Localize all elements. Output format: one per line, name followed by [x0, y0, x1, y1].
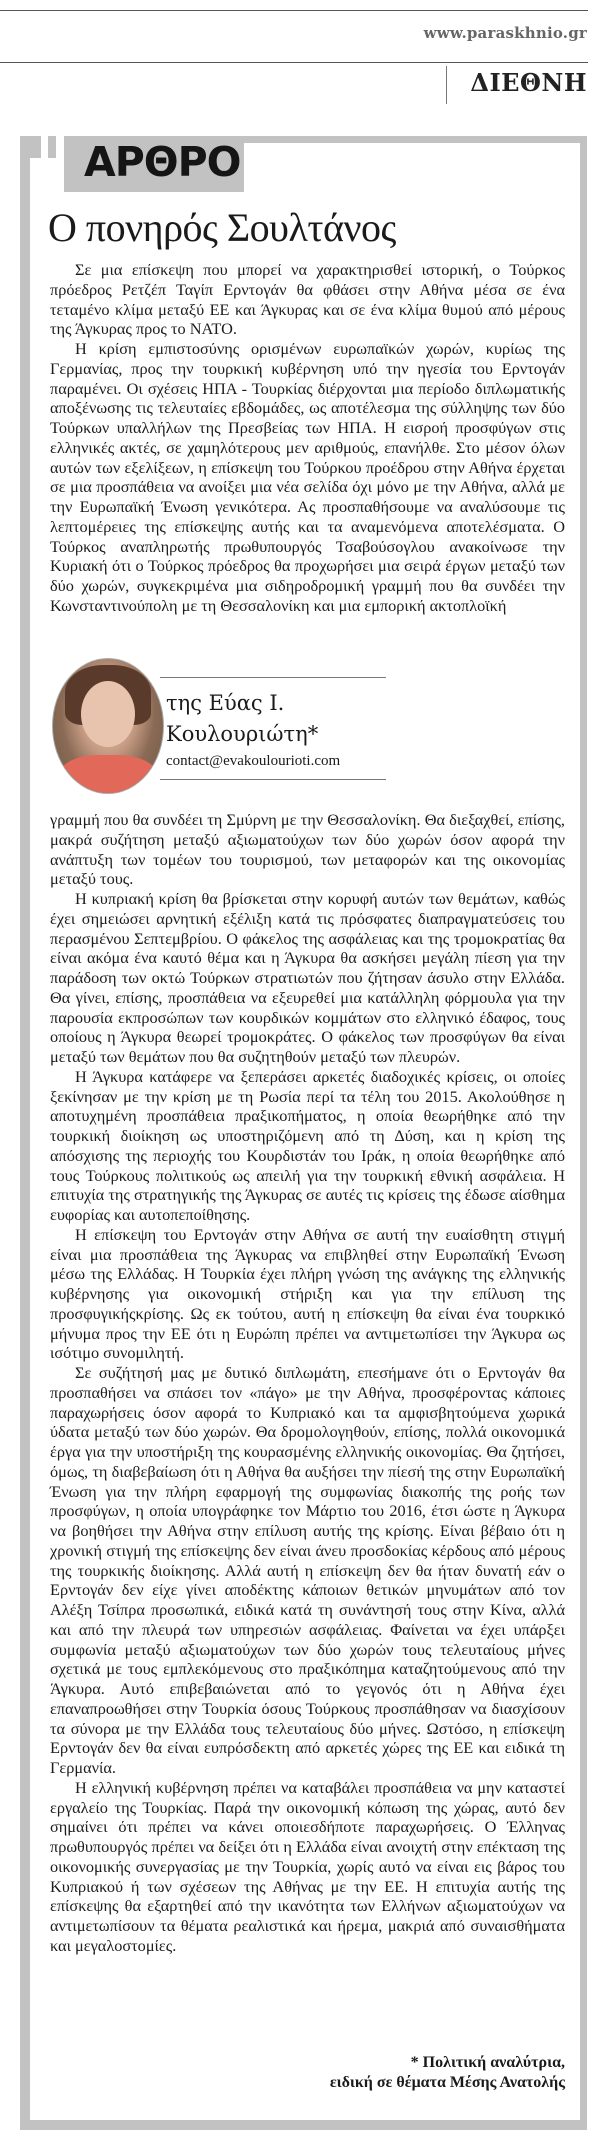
author-note-line1: * Πολιτική αναλύτρια,	[410, 2054, 565, 2071]
byline-bottom-rule	[160, 779, 386, 780]
header-rule	[0, 62, 588, 63]
avatar-shirt	[59, 755, 157, 794]
author-name-line2: Κουλουριώτη*	[166, 722, 319, 746]
decorative-stripe	[41, 136, 48, 192]
byline-top-rule	[160, 677, 386, 678]
section-divider	[446, 66, 447, 104]
avatar-face	[81, 681, 135, 747]
author-name-line1: της Εύας Ι.	[166, 691, 285, 715]
article-body-part-2	[50, 810, 565, 1956]
paragraph: Η Άγκυρα κατάφερε να ξεπεράσει αρκετές διαδοχικές κρίσεις, οι οποίες ξεκίνησαν με την κρίση με τη Ρωσία περί τα τέλη του 2015. Ακολούθησε η αποτυχημένη προσπάθεια πραξικοπήματος, η οποία θεωρήθηκε από την τουρκική διοίκηση ως υποστηριζόμενη από τη Δύση, και η κρίση της απόσχισης της περιοχής του Κουρδιστάν του Ιράκ, η οποία θεωρήθηκε από τους Τούρκους πολιτικούς ως απειλή για την τουρκική εθνική ασφάλεια. Η επιτυχία της στρατηγικής της Άγκυρας σε αυτές τις κρίσεις της έδωσε αίσθημα ευφορίας και αυτοπεποίθησης.	[50, 1066, 565, 1224]
paragraph: Η κυπριακή κρίση θα βρίσκεται στην κορυφή αυτών των θεμάτων, καθώς έχει σημειώσει αρνητική εξέλιξη κατά τις πρόσφατες διαπραγματεύσεις του περασμένου Σεπτεμβρίου. Ο φάκελος της ασφάλειας και της τρομοκρατίας θα είναι ακόμα ένα καυτό θέμα και η Άγκυρα θα ασκήσει μεγάλη πίεση για την παράδοση των οκτώ Τούρκων στρατιωτών που ζήτησαν άσυλο στην Ελλάδα. Θα γίνει, επίσης, προσπάθεια να εξευρεθεί μια κατάλληλη φόρμουλα για την παρουσία εκπροσώπων των κουρδικών κομμάτων στο ελληνικό έδαφος, τους οποίους η Άγκυρα θεωρεί τρομοκράτες. Ο φάκελος των προσφύγων θα είναι μεταξύ των θεμάτων που θα συζητηθούν μεταξύ των πλευρών.	[50, 889, 565, 1066]
site-url[interactable]: www.paraskhnio.gr	[423, 24, 587, 42]
author-avatar	[52, 658, 164, 794]
author-note-line2: ειδική σε θέματα Μέσης Ανατολής	[329, 2074, 565, 2091]
paragraph: Σε συζήτησή μας με δυτικό διπλωμάτη, επεσήμανε ότι ο Ερντογάν θα προσπαθήσει να σπάσει τον «πάγο» με την Αθήνα, προσφέροντας κάποιες παραχωρήσεις όσον αφορά το Κυπριακό και τα αμφισβητούμενα χωρικά ύδατα μεταξύ των δύο χωρών. Θα δρομολογηθούν, επίσης, πολλά οικονομικά έργα για την υποστήριξη της κουρασμένης ελληνικής οικονομίας. Θα ζητήσει, όμως, τη διαβεβαίωση ότι η Αθήνα θα αυξήσει την πίεσή της στην Ευρωπαϊκή Ένωση για την πλήρη εφαρμογή της συμφωνίας διακοπής της ροής των προσφύγων, η οποία υπογράφηκε τον Μάρτιο του 2016, έτσι ώστε η Άγκυρα να βοηθήσει την Αθήνα στην επίλυση αυτής της κρίσης. Είναι βέβαιο ότι η χρονική στιγμή της επίσκεψης δεν είναι άνευ προσδοκίας κέρδους από μέρους της τουρκικής διοίκησης. Αλλά αυτή η επίσκεψη δεν θα ήταν δυνατή εάν ο Ερντογάν δεν είχε γίνει αποδέκτης κάποιων θετικών μηνυμάτων από τον Αλέξη Τσίπρα προσωπικά, ειδικά κατά τη συνάντησή τους στην Κίνα, αλλά και από την πλευρά των υπηρεσιών ασφάλειας. Φαίνεται να έχει υπάρξει συμφωνία μεταξύ αξιωματούχων των δύο χωρών τους τελευταίους μήνες σχετικά με τους εμπλεκόμενους στο πραξικόπημα καταζητούμενους από την Άγκυρα. Αυτό επιβεβαιώνεται από το γεγονός ότι η Αθήνα έχει επαναπροωθήσει στην Τουρκία όσους Τούρκους προσπάθησαν να διασχίσουν τα σύνορα με την Ελλάδα τους τελευταίους δύο μήνες. Ωστόσο, η επίσκεψη Ερντογάν δεν θα είναι ευπρόσδεκτη από αρκετές χώρες της ΕΕ και ειδικά τη Γερμανία.	[50, 1363, 565, 1777]
author-email[interactable]: contact@evakoulourioti.com	[166, 753, 341, 769]
article-body-part-1	[50, 260, 565, 616]
author-note	[330, 2053, 565, 2093]
decorative-stripe	[56, 136, 64, 192]
paragraph: Η επίσκεψη του Ερντογάν στην Αθήνα σε αυτή την ευαίσθητη στιγμή είναι μια προσπάθεια της Άγκυρας να επιβληθεί στην Ευρωπαϊκή Ένωση μέσω της Ελλάδας. Η Τουρκία έχει πλήρη γνώση της ανάγκης της ελληνικής κυβέρνησης για οικονομική στήριξη και για την επίλυση της προσφυγικήςκρίσης. Ως εκ τούτου, αυτή η επίσκεψη θα είναι ένα τουρκικό μήνυμα προς την ΕΕ ότι η Ευρώπη πρέπει να αντιμετωπίσει την Άγκυρα ως ισότιμο συνομιλητή.	[50, 1224, 565, 1363]
article-label: ΑΡΘΡΟ	[84, 138, 241, 186]
paragraph: Η ελληνική κυβέρνηση πρέπει να καταβάλει προσπάθεια να μην καταστεί εργαλείο της Τουρκίας. Παρά την οικονομική κόπωση της χώρας, αυτό δεν σημαίνει ότι πρέπει να κάνει οποιεσδήποτε παραχωρήσεις. Ο Έλληνας πρωθυπουργός πρέπει να δείξει ότι η Ελλάδα είναι ανοιχτή στην επέκταση της οικονομικής συνεργασίας με την Τουρκία, χωρίς αυτό να είναι εις βάρος του Κυπριακού ή των σχέσεων της Αθήνας με την ΕΕ. Η επιτυχία αυτής της επίσκεψης θα εξαρτηθεί από την ικανότητα των Ελλήνων αξιωματούχων να αντιμετωπίσουν τα θέματα ρεαλιστικά και ήρεμα, μακριά από συναισθήματα και μεγαλοστομίες.	[50, 1777, 565, 1955]
paragraph: Η κρίση εμπιστοσύνης ορισμένων ευρωπαϊκών χωρών, κυρίως της Γερμανίας, προς την τουρκική κυβέρνηση υπό την ηγεσία του Ερντογάν παραμένει. Οι σχέσεις ΗΠΑ - Τουρκίας διέρχονται μια περίοδο διπλωματικής αποξένωσης τις τελευταίες εβδομάδες, ως αποτέλεσμα της σύλληψης των δύο Τούρκων υπαλλήλων της Πρεσβείας των ΗΠΑ. Η εισροή προσφύγων στις ελληνικές ακτές, σε χαμηλότερους μεν αριθμούς, επανήλθε. Στο μέσον όλων αυτών των εξελίξεων, η επίσκεψη του Τούρκου προέδρου στην Αθήνα έρχεται σε μια προσπάθεια να ανοίξει μια νέα σελίδα όχι μόνο με την Αθήνα, αλλά με την Ευρωπαϊκή Ένωση γενικότερα. Ας προσπαθήσουμε να αναλύσουμε τις λεπτομέρειες της επίσκεψης αυτής και τα αναμενόμενα αποτελέσματα. Ο Τούρκος αναπληρωτής πρωθυπουργός Τσαβούσογλου ανακοίνωσε την Κυριακή ότι ο Τούρκος πρόεδρος θα προχωρήσει μια σειρά έργων μεταξύ των δύο χωρών, συγκεκριμένα μια σιδηροδρομική γραμμή που θα συνδέει την Κωνσταντινούπολη με τη Θεσσαλονίκη και μια εμπορική ακτοπλοϊκή	[50, 339, 565, 615]
label-tab-spacer	[244, 143, 580, 192]
paragraph: Σε μια επίσκεψη που μπορεί να χαρακτηρισθεί ιστορική, ο Τούρκος πρόεδρος Ρετζέπ Ταγίπ Ερντογάν θα φθάσει στην Αθήνα μέσα σε ένα τεταμένο κλίμα μεταξύ ΕΕ και Άγκυρας και σε ένα κλίμα θυμού από μέρους της Άγκυρας προς το ΝΑΤΟ.	[50, 260, 565, 339]
article-title: Ο πονηρός Σουλτάνος	[48, 205, 396, 250]
section-title: ΔΙΕΘΝΗ	[470, 68, 587, 97]
top-rule	[0, 10, 588, 11]
paragraph: γραμμή που θα συνδέει τη Σμύρνη με την Θεσσαλονίκη. Θα διεξαχθεί, επίσης, μακρά συζήτηση μεταξύ αξιωματούχων των δύο χωρών όσον αφορά την ανάπτυξη των τομέων του τουρισμού, των μεταφορών και της οικονομίας μεταξύ τους.	[50, 810, 565, 889]
byline	[52, 658, 392, 798]
